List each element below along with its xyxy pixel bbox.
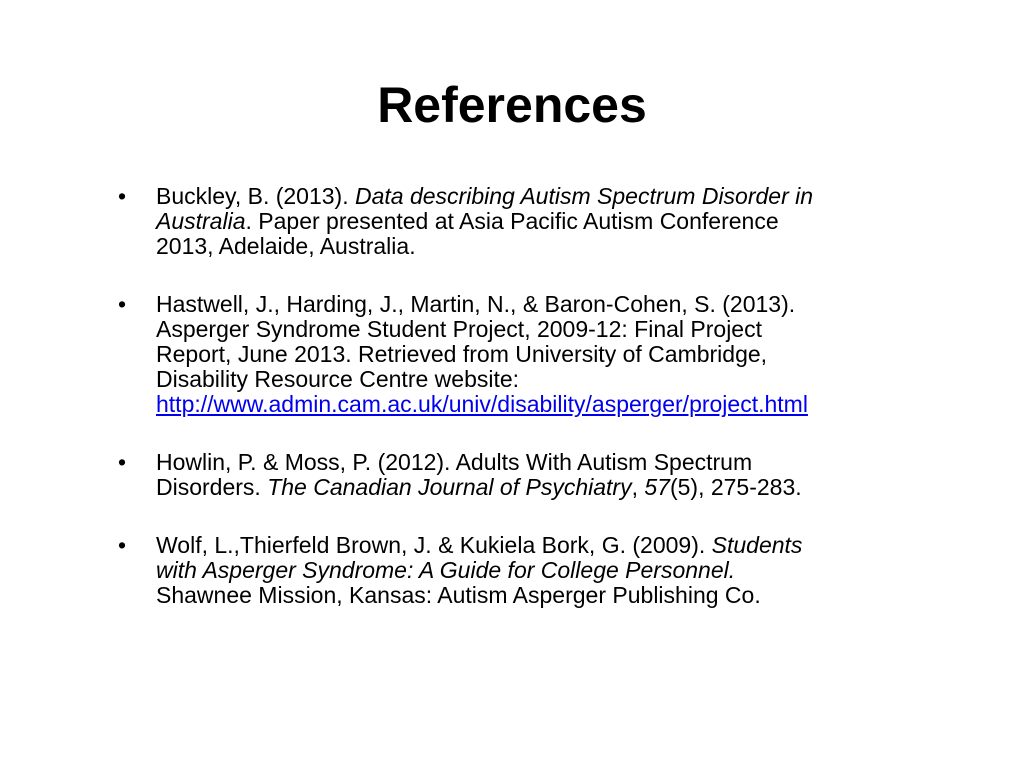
reference-line	[156, 342, 912, 367]
bullet-icon: •	[117, 183, 127, 209]
reference-text: 2013, Adelaide, Australia.	[156, 233, 416, 259]
reference-line	[156, 533, 912, 558]
reference-italic-text: with Asperger Syndrome: A Guide for College Personnel.	[156, 557, 736, 583]
reference-url-link[interactable]: http://www.admin.cam.ac.uk/univ/disability/asperger/project.html	[156, 391, 808, 417]
reference-line	[156, 558, 912, 583]
reference-line	[156, 475, 912, 500]
slide-title: References	[377, 77, 647, 133]
reference-text: Report, June 2013. Retrieved from University of Cambridge,	[156, 341, 768, 367]
reference-line	[156, 292, 912, 317]
reference-line	[156, 184, 912, 209]
reference-item	[112, 533, 912, 608]
reference-italic-text: 57	[644, 474, 670, 500]
reference-text: Disability Resource Centre website:	[156, 366, 520, 392]
reference-line	[156, 450, 912, 475]
reference-item	[112, 184, 912, 259]
bullet-icon: •	[117, 532, 127, 558]
reference-item	[112, 450, 912, 500]
reference-italic-text: Australia	[156, 208, 246, 234]
reference-line	[156, 583, 912, 608]
reference-italic-text: Students	[711, 532, 803, 558]
reference-text: Hastwell, J., Harding, J., Martin, N., & Baron-Cohen, S. (2013).	[156, 291, 796, 317]
reference-text: . Paper presented at Asia Pacific Autism Conference	[245, 208, 779, 234]
reference-line	[156, 317, 912, 342]
reference-text: Buckley, B. (2013).	[156, 183, 355, 209]
bullet-icon: •	[117, 291, 127, 317]
reference-text: ,	[631, 474, 645, 500]
reference-italic-text: Data describing Autism Spectrum Disorder in	[355, 183, 814, 209]
reference-italic-text: The Canadian Journal of Psychiatry	[267, 474, 632, 500]
reference-text: (5), 275-283.	[669, 474, 802, 500]
reference-item	[112, 292, 912, 417]
reference-text: Howlin, P. & Moss, P. (2012). Adults With Autism Spectrum	[156, 449, 753, 475]
reference-line	[156, 209, 912, 234]
reference-text: Disorders.	[156, 474, 268, 500]
reference-list	[112, 184, 912, 641]
reference-text: Shawnee Mission, Kansas: Autism Asperger Publishing Co.	[156, 582, 761, 608]
bullet-icon: •	[117, 449, 127, 475]
reference-line	[156, 367, 912, 392]
reference-line	[156, 234, 912, 259]
reference-text: Wolf, L.,Thierfeld Brown, J. & Kukiela Bork, G. (2009).	[156, 532, 712, 558]
reference-text: Asperger Syndrome Student Project, 2009-12: Final Project	[156, 316, 762, 342]
reference-line	[156, 392, 912, 417]
